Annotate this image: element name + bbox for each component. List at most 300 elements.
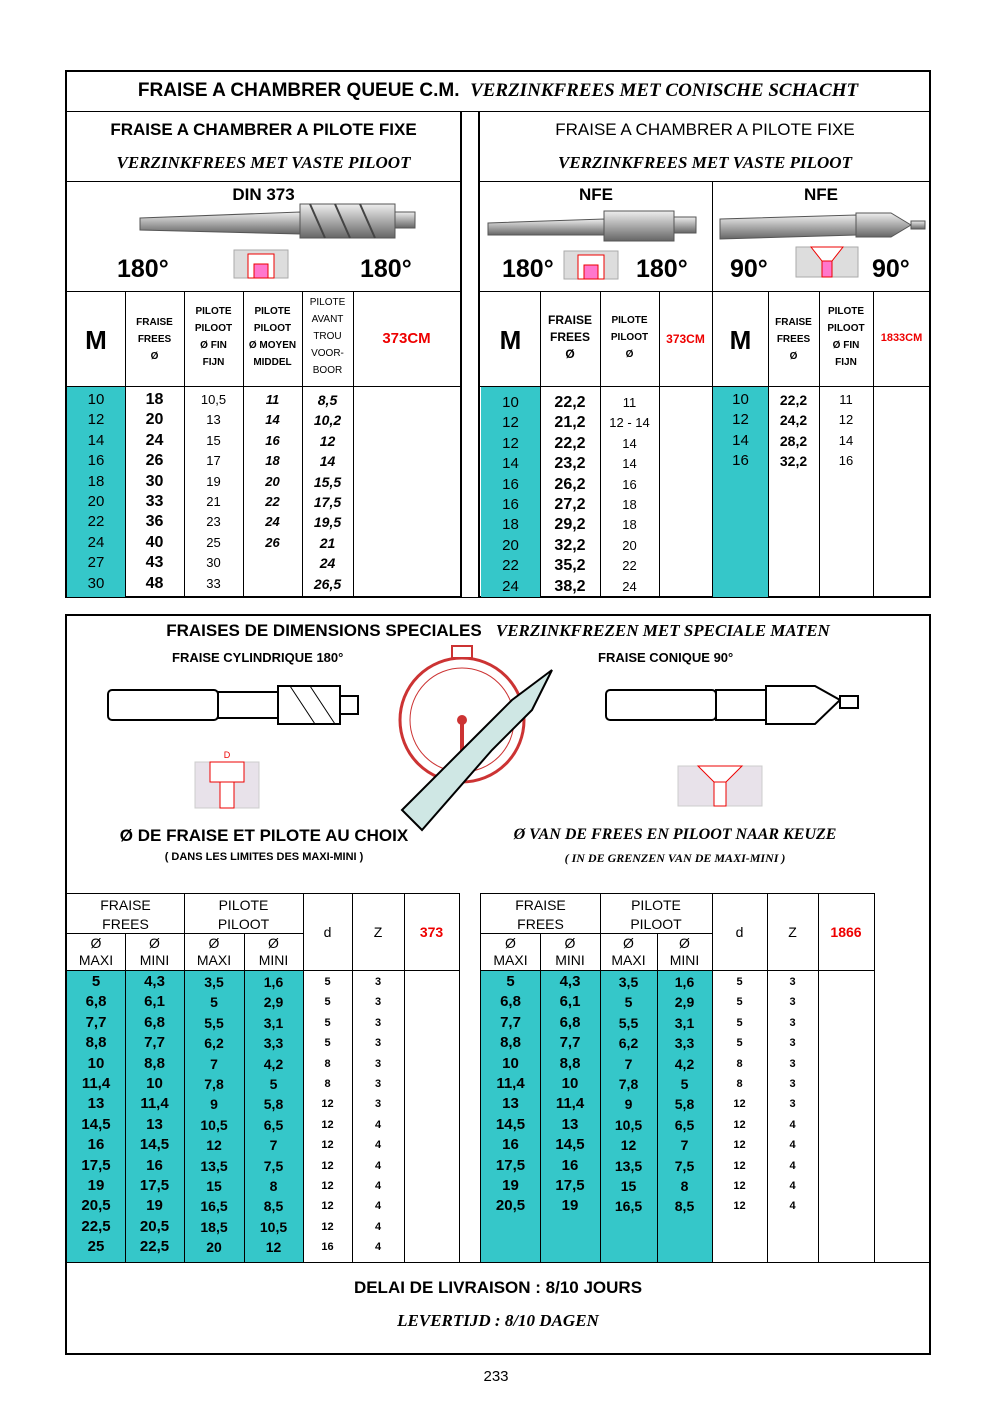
table-cell: 10,5 bbox=[200, 392, 227, 407]
table-cell: 29,2 bbox=[554, 516, 586, 534]
table-cell: 22,2 bbox=[554, 394, 586, 411]
nfe1-head-m: M bbox=[499, 325, 522, 355]
table-cell: 11,4 bbox=[81, 1075, 111, 1093]
table-cell: 22 bbox=[87, 513, 105, 531]
table-cell: 25 bbox=[206, 534, 221, 550]
table-cell: 10,5 bbox=[259, 1218, 288, 1235]
table-cell: 26 bbox=[265, 534, 280, 550]
table-cell: 21,2 bbox=[554, 414, 586, 432]
table-cell: 5 bbox=[324, 976, 331, 988]
conical-cutter-illustration bbox=[600, 670, 870, 820]
left-head-code: 373CM bbox=[382, 330, 431, 347]
cyl-label: FRAISE CYLINDRIQUE 180° bbox=[172, 650, 344, 665]
table-cell: 7 bbox=[624, 1055, 633, 1072]
table-cell: 10,5 bbox=[200, 1116, 228, 1133]
nfe1-size-table bbox=[481, 393, 659, 597]
top-title bbox=[65, 80, 931, 102]
table-cell: 3 bbox=[789, 1078, 796, 1091]
table-row bbox=[481, 1074, 818, 1094]
table-cell: 38,2 bbox=[554, 577, 586, 595]
table-cell: 12 bbox=[733, 1159, 746, 1172]
left-angle-r: 180° bbox=[360, 255, 412, 283]
table-row bbox=[481, 515, 659, 535]
table-cell: 3 bbox=[789, 1016, 796, 1029]
page-number: 233 bbox=[483, 1368, 509, 1385]
table-cell: 12 bbox=[321, 1159, 334, 1172]
table-cell: 8,8 bbox=[500, 1034, 521, 1052]
table-cell: 25 bbox=[87, 1238, 105, 1256]
table-row bbox=[481, 393, 659, 413]
table-cell: 7,7 bbox=[85, 1013, 107, 1031]
table-cell: 10 bbox=[87, 391, 105, 408]
table-cell: 3 bbox=[374, 1078, 382, 1091]
table-row bbox=[481, 1013, 818, 1033]
table-cell: 12 bbox=[321, 1200, 334, 1213]
nfe2-head-pilote: PILOTE PILOOT Ø FIN FIJN bbox=[827, 306, 865, 368]
table-cell: 15 bbox=[206, 432, 221, 448]
table-cell: 22 bbox=[502, 557, 519, 575]
table-cell: 35,2 bbox=[554, 557, 586, 575]
spec-left-head-d: d bbox=[323, 924, 332, 940]
table-cell: 6,5 bbox=[263, 1116, 284, 1133]
nfe2-head-code: 1833CM bbox=[880, 332, 923, 344]
table-cell: 12 bbox=[502, 434, 519, 452]
table-cell: 15,5 bbox=[313, 473, 342, 490]
table-row bbox=[481, 1196, 818, 1216]
special-right-table bbox=[481, 972, 818, 1217]
table-cell: 5 bbox=[324, 1016, 331, 1029]
choice-fr-sub: ( DANS LES LIMITES DES MAXI-MINI ) bbox=[164, 851, 364, 863]
table-cell: 14,5 bbox=[495, 1115, 526, 1133]
table-cell: 16 bbox=[265, 432, 280, 448]
table-cell: 22,5 bbox=[81, 1217, 111, 1235]
table-cell: 8 bbox=[324, 1078, 331, 1091]
table-cell: 17,5 bbox=[139, 1177, 170, 1195]
table-cell: 6,1 bbox=[144, 993, 165, 1011]
table-cell: 7,7 bbox=[500, 1013, 521, 1031]
table-cell: 8,8 bbox=[144, 1054, 165, 1072]
table-cell: 23 bbox=[206, 514, 221, 530]
table-row bbox=[67, 390, 353, 410]
table-row bbox=[481, 413, 659, 433]
cylindrical-cutter-illustration bbox=[100, 670, 370, 820]
nfe1-head-code: 373CM bbox=[666, 332, 705, 346]
table-cell: 4 bbox=[789, 1139, 796, 1152]
table-cell: 16 bbox=[561, 1156, 579, 1174]
table-cell: 3 bbox=[374, 1057, 382, 1070]
table-cell: 22 bbox=[265, 494, 280, 510]
table-cell: 8 bbox=[736, 1057, 743, 1070]
table-cell: 12 bbox=[733, 1200, 746, 1213]
table-cell: 11 bbox=[265, 392, 280, 407]
table-cell: 24 bbox=[265, 514, 280, 530]
table-cell: 14,5 bbox=[81, 1115, 111, 1133]
table-cell: 12 bbox=[733, 1098, 746, 1111]
table-cell: 16,5 bbox=[614, 1198, 643, 1215]
left-sub-fr: FRAISE A CHAMBRER A PILOTE FIXE bbox=[110, 120, 417, 139]
table-cell: 12 bbox=[265, 1239, 282, 1256]
table-cell: 4,3 bbox=[144, 973, 165, 990]
table-cell: 16 bbox=[622, 476, 637, 492]
choice-nl-sub: ( IN DE GRENZEN VAN DE MAXI-MINI ) bbox=[564, 851, 786, 865]
table-cell: 14,5 bbox=[139, 1136, 170, 1154]
table-cell: 27 bbox=[87, 554, 105, 572]
table-cell: 30 bbox=[206, 555, 221, 571]
table-cell: 12 bbox=[87, 411, 105, 429]
table-cell: 20,5 bbox=[81, 1197, 111, 1215]
choice-fr: Ø DE FRAISE ET PILOTE AU CHOIX bbox=[119, 826, 409, 845]
table-cell: 48 bbox=[145, 574, 164, 592]
table-row bbox=[713, 451, 873, 471]
table-cell: 7 bbox=[269, 1137, 278, 1154]
table-cell: 16 bbox=[502, 475, 519, 493]
table-cell: 12 bbox=[321, 1098, 334, 1111]
table-cell: 3,1 bbox=[263, 1014, 284, 1031]
table-cell: 4,2 bbox=[674, 1055, 695, 1072]
table-cell: 20 bbox=[145, 411, 164, 429]
special-title: FRAISES DE DIMENSIONS SPECIALES VERZINKFREZEN MET SPECIALE MATEN bbox=[166, 621, 830, 640]
table-cell: 18 bbox=[502, 516, 519, 534]
table-cell: 11,4 bbox=[496, 1075, 525, 1093]
table-row bbox=[713, 431, 873, 451]
table-cell: 12 bbox=[733, 1180, 746, 1193]
table-cell: 22,5 bbox=[139, 1238, 170, 1256]
table-cell: 4,3 bbox=[559, 973, 581, 990]
nfe2-head-fraise: FRAISE FREES Ø bbox=[775, 317, 812, 362]
table-cell: 12 bbox=[620, 1137, 637, 1154]
table-cell: 10 bbox=[146, 1075, 163, 1093]
left-head-pilote-fin: PILOTE PILOOT Ø FIN FIJN bbox=[194, 306, 233, 368]
table-cell: 18 bbox=[622, 497, 637, 513]
table-cell: 20 bbox=[622, 537, 637, 553]
nfe1-angle-r: 180° bbox=[636, 255, 688, 283]
table-row bbox=[67, 1135, 404, 1155]
table-cell: 24 bbox=[622, 578, 637, 594]
table-row bbox=[67, 1217, 404, 1237]
table-cell: 5 bbox=[736, 976, 743, 988]
left-head-fraise: FRAISE FREES Ø bbox=[136, 317, 173, 362]
table-cell: 14 bbox=[265, 412, 280, 428]
top-title-nl: VERZINKFREES MET CONISCHE SCHACHT bbox=[470, 80, 859, 101]
table-cell: 12 bbox=[321, 1139, 334, 1152]
table-cell: 16 bbox=[87, 452, 105, 470]
table-cell: 3 bbox=[789, 1098, 796, 1111]
table-cell bbox=[243, 574, 302, 594]
table-row bbox=[67, 1156, 404, 1176]
table-cell: 19 bbox=[87, 1177, 105, 1195]
left-sub-nl: VERZINKFREES MET VASTE PILOOT bbox=[116, 153, 411, 172]
table-cell: 5 bbox=[506, 973, 515, 990]
table-row bbox=[481, 495, 659, 515]
table-cell: 24 bbox=[319, 555, 336, 572]
table-cell: 12 bbox=[206, 1137, 222, 1154]
table-row bbox=[713, 390, 873, 410]
nfe1-angle-l: 180° bbox=[502, 255, 554, 283]
nfe2-head-m: M bbox=[729, 325, 752, 355]
table-cell: 21 bbox=[206, 494, 221, 510]
table-cell: 26,2 bbox=[554, 475, 586, 493]
table-cell: 19 bbox=[561, 1197, 579, 1215]
table-row bbox=[481, 992, 818, 1012]
table-cell: 33 bbox=[206, 575, 221, 591]
table-cell: 3 bbox=[789, 1057, 796, 1070]
table-cell: 3,5 bbox=[204, 974, 224, 990]
table-row bbox=[481, 454, 659, 474]
table-row bbox=[481, 972, 818, 992]
table-cell: 7,5 bbox=[263, 1157, 284, 1174]
stopwatch-icon bbox=[392, 640, 562, 840]
table-cell: 4 bbox=[374, 1159, 382, 1172]
table-cell: 16 bbox=[502, 1136, 519, 1154]
table-cell: 4 bbox=[374, 1118, 382, 1131]
table-row bbox=[481, 1033, 818, 1053]
table-cell: 16,5 bbox=[200, 1198, 228, 1215]
table-cell: 4 bbox=[374, 1241, 382, 1254]
table-cell: 5,8 bbox=[263, 1096, 284, 1113]
table-cell: 11,4 bbox=[555, 1095, 585, 1113]
nfe2-angle-l: 90° bbox=[730, 255, 768, 283]
table-row bbox=[67, 1176, 404, 1196]
table-cell: 3 bbox=[374, 1037, 382, 1050]
nfe1-std: NFE bbox=[579, 185, 613, 204]
table-cell: 26 bbox=[145, 452, 164, 470]
table-cell: 40 bbox=[145, 533, 164, 551]
table-cell: 12 bbox=[321, 1180, 334, 1193]
table-cell: 22,2 bbox=[779, 392, 808, 408]
table-cell: 14 bbox=[622, 435, 637, 451]
table-cell: 6,8 bbox=[144, 1013, 165, 1031]
table-cell: 8 bbox=[736, 1078, 743, 1091]
spec-right-code: 1866 bbox=[830, 924, 862, 940]
table-cell: 43 bbox=[145, 554, 164, 572]
table-cell: 21 bbox=[319, 534, 336, 551]
table-cell: 18,5 bbox=[200, 1218, 228, 1235]
table-cell: 3 bbox=[374, 996, 382, 1009]
table-row bbox=[481, 1156, 818, 1176]
table-cell: 3 bbox=[374, 976, 382, 988]
left-size-table bbox=[67, 390, 353, 594]
table-cell: 5 bbox=[680, 1076, 689, 1093]
table-cell: 14 bbox=[838, 432, 854, 448]
table-row bbox=[481, 434, 659, 454]
table-cell: 12 - 14 bbox=[609, 415, 650, 431]
left-head-pilote-moyen: PILOTE PILOOT Ø MOYEN MIDDEL bbox=[248, 306, 297, 368]
table-cell: 1,6 bbox=[674, 974, 695, 990]
table-cell: 16 bbox=[321, 1241, 334, 1254]
spec-right-head-d: d bbox=[735, 924, 744, 940]
table-cell: 24 bbox=[87, 533, 105, 551]
table-cell: 14 bbox=[502, 455, 519, 473]
table-cell: 10 bbox=[87, 1054, 105, 1072]
table-cell: 6,8 bbox=[559, 1013, 581, 1031]
spec-right-head-fraise: FRAISE FREES bbox=[515, 897, 566, 932]
nfe2-angle-r: 90° bbox=[872, 255, 910, 283]
table-row bbox=[67, 431, 353, 451]
table-cell: 3 bbox=[789, 996, 796, 1009]
table-cell: 1,6 bbox=[263, 974, 284, 990]
table-row bbox=[67, 1013, 404, 1033]
table-cell: 24,2 bbox=[779, 412, 808, 429]
table-cell: 23,2 bbox=[554, 455, 586, 473]
table-cell: 3 bbox=[789, 976, 796, 988]
table-cell: 12 bbox=[732, 411, 749, 429]
table-cell: 11 bbox=[622, 395, 637, 410]
table-cell: 22 bbox=[622, 558, 637, 574]
table-cell: 8 bbox=[269, 1178, 278, 1195]
table-cell: 8,5 bbox=[674, 1198, 695, 1215]
table-row bbox=[67, 1115, 404, 1135]
table-cell: 9 bbox=[624, 1096, 633, 1113]
table-cell: 12 bbox=[733, 1118, 746, 1131]
table-cell: 20,5 bbox=[139, 1217, 170, 1235]
table-cell: 8,8 bbox=[85, 1034, 107, 1052]
table-cell: 3 bbox=[374, 1098, 382, 1111]
table-cell: 12 bbox=[321, 1118, 334, 1131]
table-cell: 6,8 bbox=[85, 993, 107, 1011]
table-row bbox=[67, 1237, 404, 1257]
table-cell: 10,2 bbox=[313, 412, 342, 429]
table-cell: 19 bbox=[502, 1177, 519, 1195]
table-cell: 32,2 bbox=[554, 536, 586, 554]
right-sub-nl: VERZINKFREES MET VASTE PILOOT bbox=[558, 153, 852, 172]
table-cell: 27,2 bbox=[554, 496, 586, 514]
table-cell: 12 bbox=[502, 414, 519, 432]
table-cell: 11,4 bbox=[140, 1095, 169, 1113]
table-cell: 12 bbox=[838, 412, 854, 428]
nfe2-size-table bbox=[713, 390, 873, 472]
table-cell: 10,5 bbox=[614, 1116, 643, 1133]
table-cell: 4 bbox=[374, 1220, 382, 1233]
table-cell: 2,9 bbox=[674, 994, 695, 1011]
nfe1-head-fraise: FRAISE FREES Ø bbox=[547, 313, 592, 361]
table-cell: 19 bbox=[206, 473, 221, 489]
table-row bbox=[67, 1074, 404, 1094]
table-cell: 12 bbox=[733, 1139, 746, 1152]
table-cell: 30 bbox=[145, 472, 164, 490]
table-row bbox=[481, 1176, 818, 1196]
table-cell: 18 bbox=[87, 472, 105, 490]
table-cell: 3,5 bbox=[618, 974, 639, 990]
table-cell: 30 bbox=[87, 574, 105, 592]
table-cell: 14,5 bbox=[555, 1136, 585, 1154]
table-row bbox=[481, 1135, 818, 1155]
table-row bbox=[67, 972, 404, 992]
table-cell: 8,5 bbox=[263, 1198, 284, 1215]
table-cell: 20,5 bbox=[495, 1197, 526, 1215]
table-row bbox=[67, 992, 404, 1012]
table-cell: 8 bbox=[680, 1178, 689, 1195]
table-cell: 28,2 bbox=[779, 432, 808, 449]
table-cell: 16 bbox=[146, 1156, 163, 1174]
table-row bbox=[481, 577, 659, 597]
table-cell: 13 bbox=[561, 1115, 579, 1133]
table-cell: 24 bbox=[145, 431, 164, 449]
spec-left-head-fraise: FRAISE FREES bbox=[100, 897, 151, 932]
special-left-table bbox=[67, 972, 404, 1258]
delay-nl: LEVERTIJD : 8/10 DAGEN bbox=[397, 1311, 599, 1330]
table-cell: 11 bbox=[839, 392, 853, 407]
table-cell: 33 bbox=[145, 493, 164, 511]
table-cell: 17,5 bbox=[81, 1156, 111, 1174]
table-cell: 19,5 bbox=[313, 514, 342, 531]
table-cell: 16 bbox=[838, 453, 854, 469]
table-cell: 3 bbox=[374, 1016, 382, 1029]
table-cell: 9 bbox=[210, 1096, 218, 1113]
table-cell: 8,5 bbox=[317, 392, 338, 408]
table-cell: 13 bbox=[146, 1115, 163, 1133]
spec-right-head-z: Z bbox=[788, 924, 797, 940]
spec-left-code: 373 bbox=[419, 924, 444, 940]
table-cell: 17 bbox=[206, 453, 221, 469]
table-cell: 14 bbox=[732, 431, 749, 449]
table-cell: 4 bbox=[374, 1180, 382, 1193]
table-cell: 6,2 bbox=[618, 1035, 639, 1052]
table-cell: 2,9 bbox=[263, 994, 284, 1011]
table-cell: 3,3 bbox=[263, 1035, 284, 1052]
table-row bbox=[481, 556, 659, 576]
table-cell: 13 bbox=[87, 1095, 105, 1113]
table-cell: 5 bbox=[210, 994, 218, 1011]
table-cell: 20 bbox=[502, 536, 519, 554]
table-cell: 4,2 bbox=[263, 1055, 284, 1072]
table-cell: 5 bbox=[324, 1037, 331, 1050]
table-cell: 5 bbox=[736, 1016, 743, 1029]
table-row bbox=[481, 536, 659, 556]
table-cell: 7 bbox=[210, 1055, 218, 1072]
table-cell: 12 bbox=[319, 432, 336, 449]
table-cell: 19 bbox=[146, 1197, 163, 1215]
table-cell: 36 bbox=[145, 513, 164, 531]
table-cell: 15 bbox=[620, 1178, 637, 1195]
table-row bbox=[713, 410, 873, 430]
table-cell: 8 bbox=[324, 1057, 331, 1070]
left-std: DIN 373 bbox=[232, 185, 295, 204]
table-cell: 7,5 bbox=[674, 1157, 695, 1174]
table-cell: 16 bbox=[502, 496, 519, 514]
left-angle-l: 180° bbox=[117, 255, 169, 283]
left-head-pilote-avant: PILOTE AVANT TROU VOOR- BOOR bbox=[309, 297, 346, 376]
table-cell: 7,8 bbox=[618, 1076, 639, 1093]
table-row bbox=[67, 1094, 404, 1114]
table-cell: 12 bbox=[321, 1220, 334, 1233]
svg-text:D: D bbox=[223, 750, 231, 760]
table-cell: 3,3 bbox=[674, 1035, 695, 1052]
table-cell: 6,1 bbox=[559, 993, 581, 1011]
table-cell: 8,8 bbox=[559, 1054, 581, 1072]
spec-left-head-pilote: PILOTE PILOOT bbox=[217, 897, 270, 932]
table-cell: 13 bbox=[206, 412, 221, 428]
table-cell: 3 bbox=[789, 1037, 796, 1050]
table-row bbox=[67, 1033, 404, 1053]
table-cell: 14 bbox=[622, 456, 637, 472]
table-row bbox=[481, 475, 659, 495]
table-cell: 7,7 bbox=[559, 1034, 581, 1052]
table-cell: 4 bbox=[789, 1180, 796, 1193]
table-row bbox=[67, 553, 353, 573]
spec-left-head-z: Z bbox=[373, 924, 383, 940]
table-row bbox=[481, 1094, 818, 1114]
table-cell: 32,2 bbox=[779, 453, 808, 470]
table-cell: 16 bbox=[732, 452, 749, 470]
table-row bbox=[67, 492, 353, 512]
table-cell: 18 bbox=[265, 453, 280, 469]
table-cell: 5,5 bbox=[204, 1014, 224, 1031]
table-cell bbox=[243, 553, 302, 573]
spec-right-head-pilote: PILOTE PILOOT bbox=[630, 897, 682, 932]
nfe2-std: NFE bbox=[804, 185, 838, 204]
table-cell: 10 bbox=[502, 394, 519, 411]
table-cell: 5 bbox=[736, 1037, 743, 1050]
